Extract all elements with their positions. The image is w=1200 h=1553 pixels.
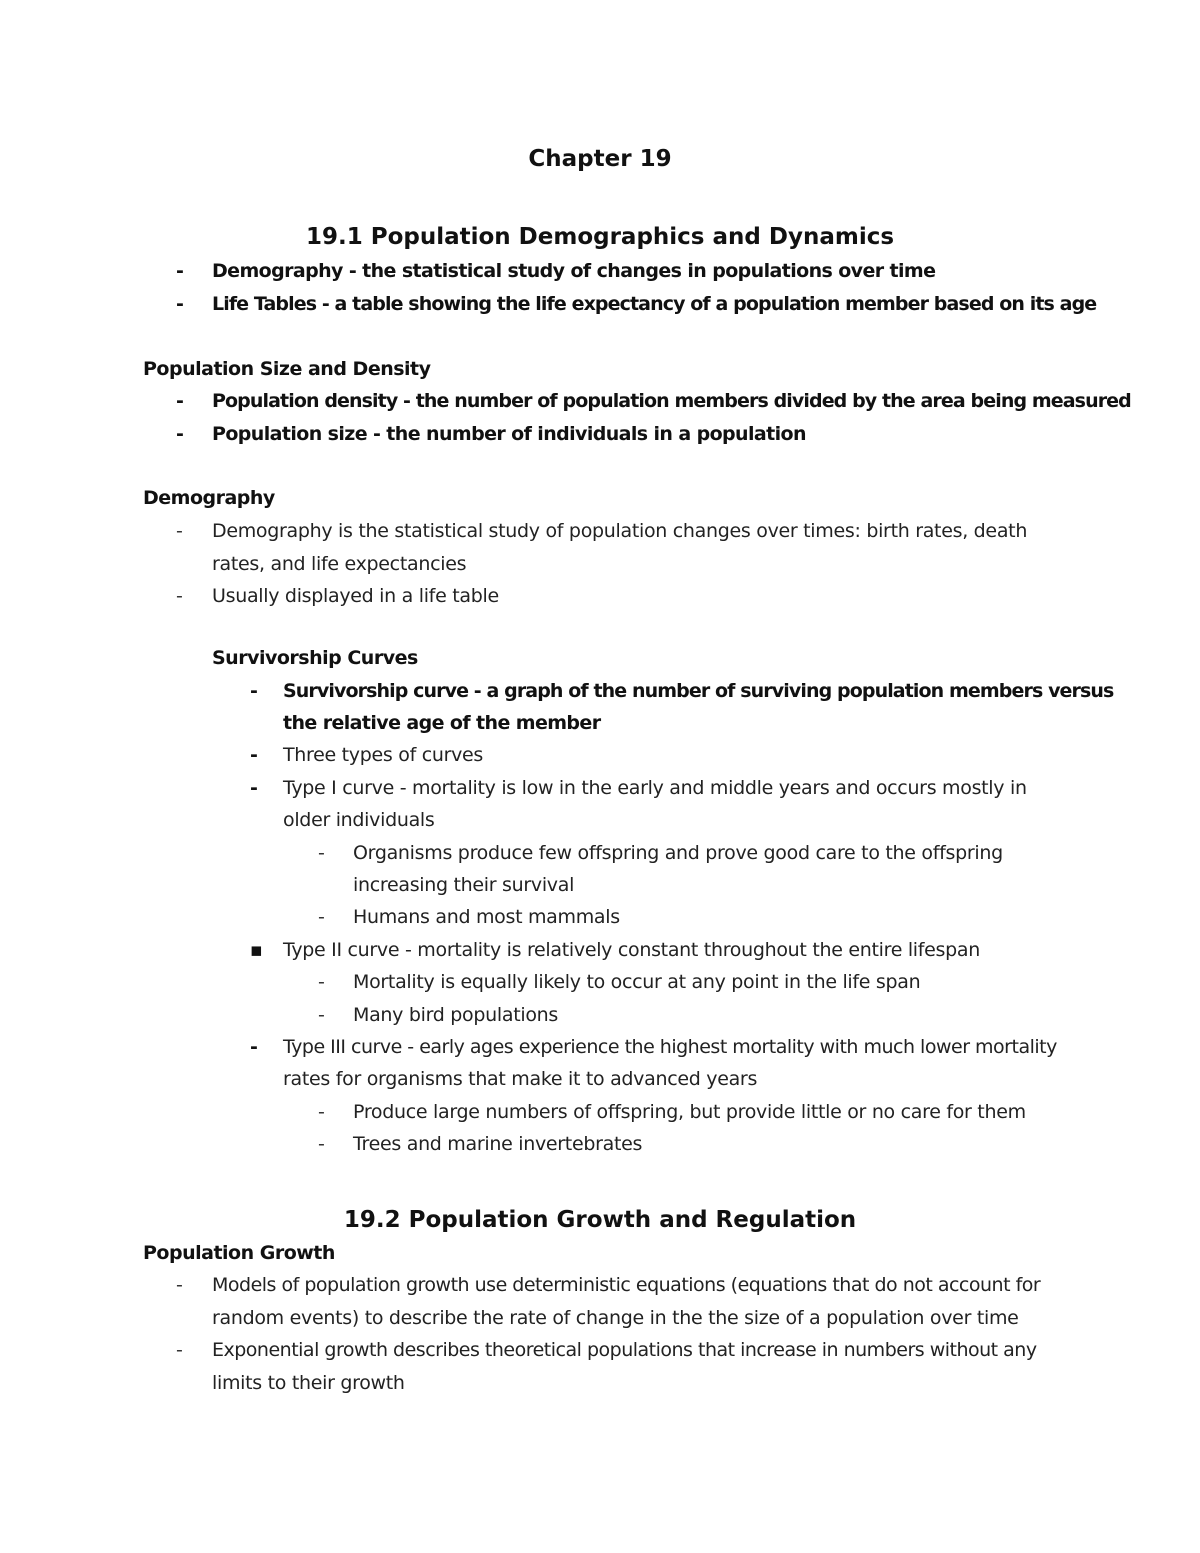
chapter-title: Chapter 19: [528, 146, 672, 172]
bullet-dash: -: [250, 777, 258, 799]
subheading-size-density: Population Size and Density: [143, 358, 431, 380]
type2-note: Mortality is equally likely to occur at any point in the life span: [353, 971, 921, 993]
demography-text-cont: rates, and life expectancies: [212, 553, 467, 575]
type1-note-cont: increasing their survival: [353, 874, 575, 896]
demography-text: Demography is the statistical study of population changes over times: birth rates, death: [212, 520, 1028, 542]
bullet-square: ▪: [250, 939, 263, 961]
subheading-demography: Demography: [143, 487, 275, 509]
bullet-dash: -: [250, 744, 258, 766]
type1-example: Humans and most mammals: [353, 906, 620, 928]
section-heading-19-1: 19.1 Population Demographics and Dynamics: [305, 224, 895, 250]
type1-curve: Type I curve - mortality is low in the early and middle years and occurs mostly in: [283, 777, 1027, 799]
survivorship-definition-cont: the relative age of the member: [283, 712, 601, 734]
bullet-dash: -: [318, 1004, 325, 1026]
growth-models-cont: random events) to describe the rate of change in the the size of a population over time: [212, 1307, 1019, 1329]
bullet-dash: -: [318, 1133, 325, 1155]
demography-life-table: Usually displayed in a life table: [212, 585, 499, 607]
bullet-dash: -: [176, 585, 183, 607]
bullet-dash: -: [318, 1101, 325, 1123]
exponential-growth: Exponential growth describes theoretical populations that increase in numbers without any: [212, 1339, 1037, 1361]
definition-demography: Demography - the statistical study of changes in populations over time: [212, 260, 936, 282]
definition-life-tables: Life Tables - a table showing the life expectancy of a population member based on its age: [212, 293, 1097, 315]
bullet-dash: -: [318, 906, 325, 928]
type1-note: Organisms produce few offspring and prove good care to the offspring: [353, 842, 1003, 864]
type3-example: Trees and marine invertebrates: [353, 1133, 643, 1155]
bullet-dash: -: [318, 842, 325, 864]
survivorship-definition: Survivorship curve - a graph of the number of surviving population members versus: [283, 680, 1114, 702]
bullet-dash: -: [176, 390, 184, 412]
section-heading-19-2: 19.2 Population Growth and Regulation: [343, 1207, 857, 1233]
bullet-dash: -: [176, 260, 184, 282]
bullet-dash: -: [318, 971, 325, 993]
definition-population-density: Population density - the number of population members divided by the area being measured: [212, 390, 1131, 412]
three-types: Three types of curves: [283, 744, 484, 766]
bullet-dash: -: [176, 293, 184, 315]
type2-curve: Type II curve - mortality is relatively constant throughout the entire lifespan: [283, 939, 981, 961]
definition-population-size: Population size - the number of individuals in a population: [212, 423, 806, 445]
bullet-dash: -: [250, 1036, 258, 1058]
bullet-dash: -: [176, 520, 183, 542]
type3-curve-cont: rates for organisms that make it to advanced years: [283, 1068, 758, 1090]
bullet-dash: -: [250, 680, 258, 702]
subheading-population-growth: Population Growth: [143, 1242, 335, 1264]
bullet-dash: -: [176, 1339, 183, 1361]
type2-example: Many bird populations: [353, 1004, 558, 1026]
growth-models: Models of population growth use deterministic equations (equations that do not account for: [212, 1274, 1041, 1296]
bullet-dash: -: [176, 423, 184, 445]
subheading-survivorship: Survivorship Curves: [212, 647, 418, 669]
type3-note: Produce large numbers of offspring, but provide little or no care for them: [353, 1101, 1026, 1123]
exponential-growth-cont: limits to their growth: [212, 1372, 405, 1394]
type3-curve: Type III curve - early ages experience the highest mortality with much lower mortality: [283, 1036, 1057, 1058]
type1-curve-cont: older individuals: [283, 809, 435, 831]
bullet-dash: -: [176, 1274, 183, 1296]
